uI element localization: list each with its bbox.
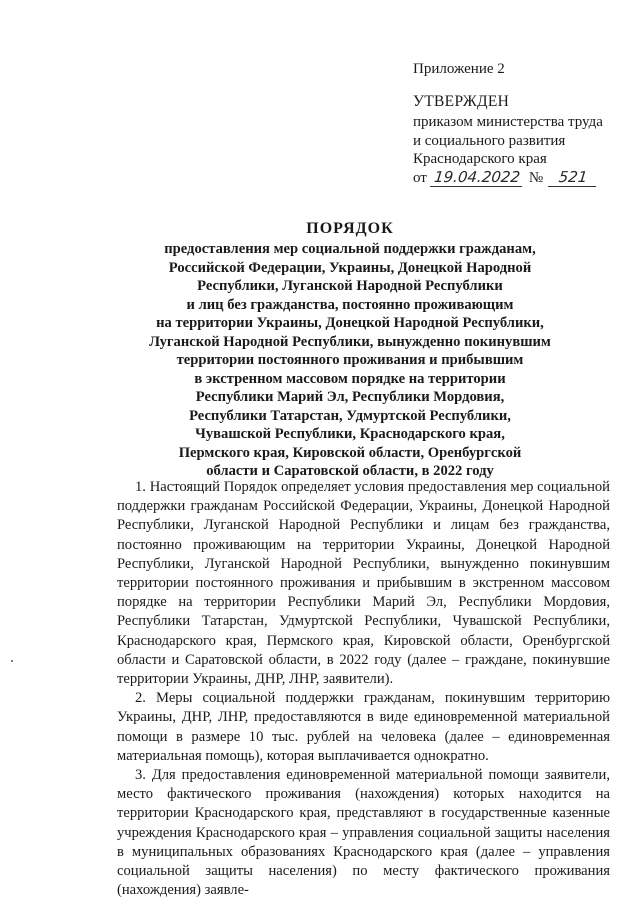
paragraph-1: 1. Настоящий Порядок определяет условия предоставления мер социальной поддержки гражданам Российской Федерации, Украины, Донецкой Народной Республики, Луганской Народной Республики и лицам без гражданства, постоянно проживающим на территории Украины, Донецкой Народной Республики, Луганской Народной Республики, вынужденно покинувшим территории постоянного проживания и прибывшим в экстренном массовом порядке на территории Республики Марий Эл, Республики Мордовия, Республики Татарстан, Удмуртской Республики, Чувашской Республики, Краснодарского края, Пермского края, Кировской области, Оренбургской области и Саратовской области, в 2022 году (далее – граждане, покинувшие территории Украины, ДНР, ЛНР, заявители). (117, 479, 610, 688)
title-line: Республики Марий Эл, Республики Мордовия, (195, 389, 505, 405)
document-title-block (110, 219, 590, 481)
title-line: на территории Украины, Донецкой Народной Республики, (156, 315, 544, 331)
title-line: Республики, Луганской Народной Республики (197, 278, 503, 294)
title-line: области и Саратовской области, в 2022 году (206, 463, 494, 479)
number-label: № (528, 169, 544, 186)
title-line: Республики Татарстан, Удмуртской Республики, (189, 407, 511, 424)
order-date: 19.04.2022 (430, 169, 524, 187)
document-body (117, 478, 610, 900)
title-line: Российской Федерации, Украины, Донецкой Народной (168, 259, 532, 276)
order-number: 521 (548, 169, 598, 187)
title-line: Пермского края, Кировской области, Оренбургской (178, 444, 522, 461)
title-line: Чувашской Республики, Краснодарского края, (195, 426, 505, 442)
approval-block (413, 60, 628, 187)
order-date-line (413, 169, 628, 188)
title-line: и лиц без гражданства, постоянно проживающим (186, 296, 514, 313)
appendix-label: Приложение 2 (413, 61, 505, 77)
approval-line: Краснодарского края (413, 151, 547, 167)
date-prefix: от (413, 169, 427, 186)
approval-line: приказом министерства труда (413, 114, 603, 130)
margin-dot (11, 660, 13, 662)
title-line: в экстренном массовом порядке на территории (194, 370, 506, 387)
paragraph-3: 3. Для предоставления единовременной материальной помощи заявители, место фактического проживания (нахождения) которых находится на территории Краснодарского края, представляют в государственные казенные учреждения Краснодарского края – управления социальной защиты населения в муниципальных образованиях Краснодарского края (далее – управления социальной защиты населения) по месту фактического проживания (нахождения) заявле- (117, 767, 610, 899)
approved-label: УТВЕРЖДЕН (413, 92, 510, 110)
approval-line: и социального развития (413, 132, 566, 149)
paragraph-2: 2. Меры социальной поддержки гражданам, покинувшим территорию Украины, ДНР, ЛНР, предоставляются в виде единовременной материальной помощи в размере 10 тыс. рублей на человека (далее – единовременная материальная помощь), которая выплачивается однократно. (117, 690, 610, 764)
title-line: предоставления мер социальной поддержки гражданам, (164, 241, 536, 257)
document-title: ПОРЯДОК (306, 220, 394, 237)
title-line: территории постоянного проживания и прибывшим (176, 352, 524, 368)
title-line: Луганской Народной Республики, вынужденно покинувшим (149, 333, 551, 350)
